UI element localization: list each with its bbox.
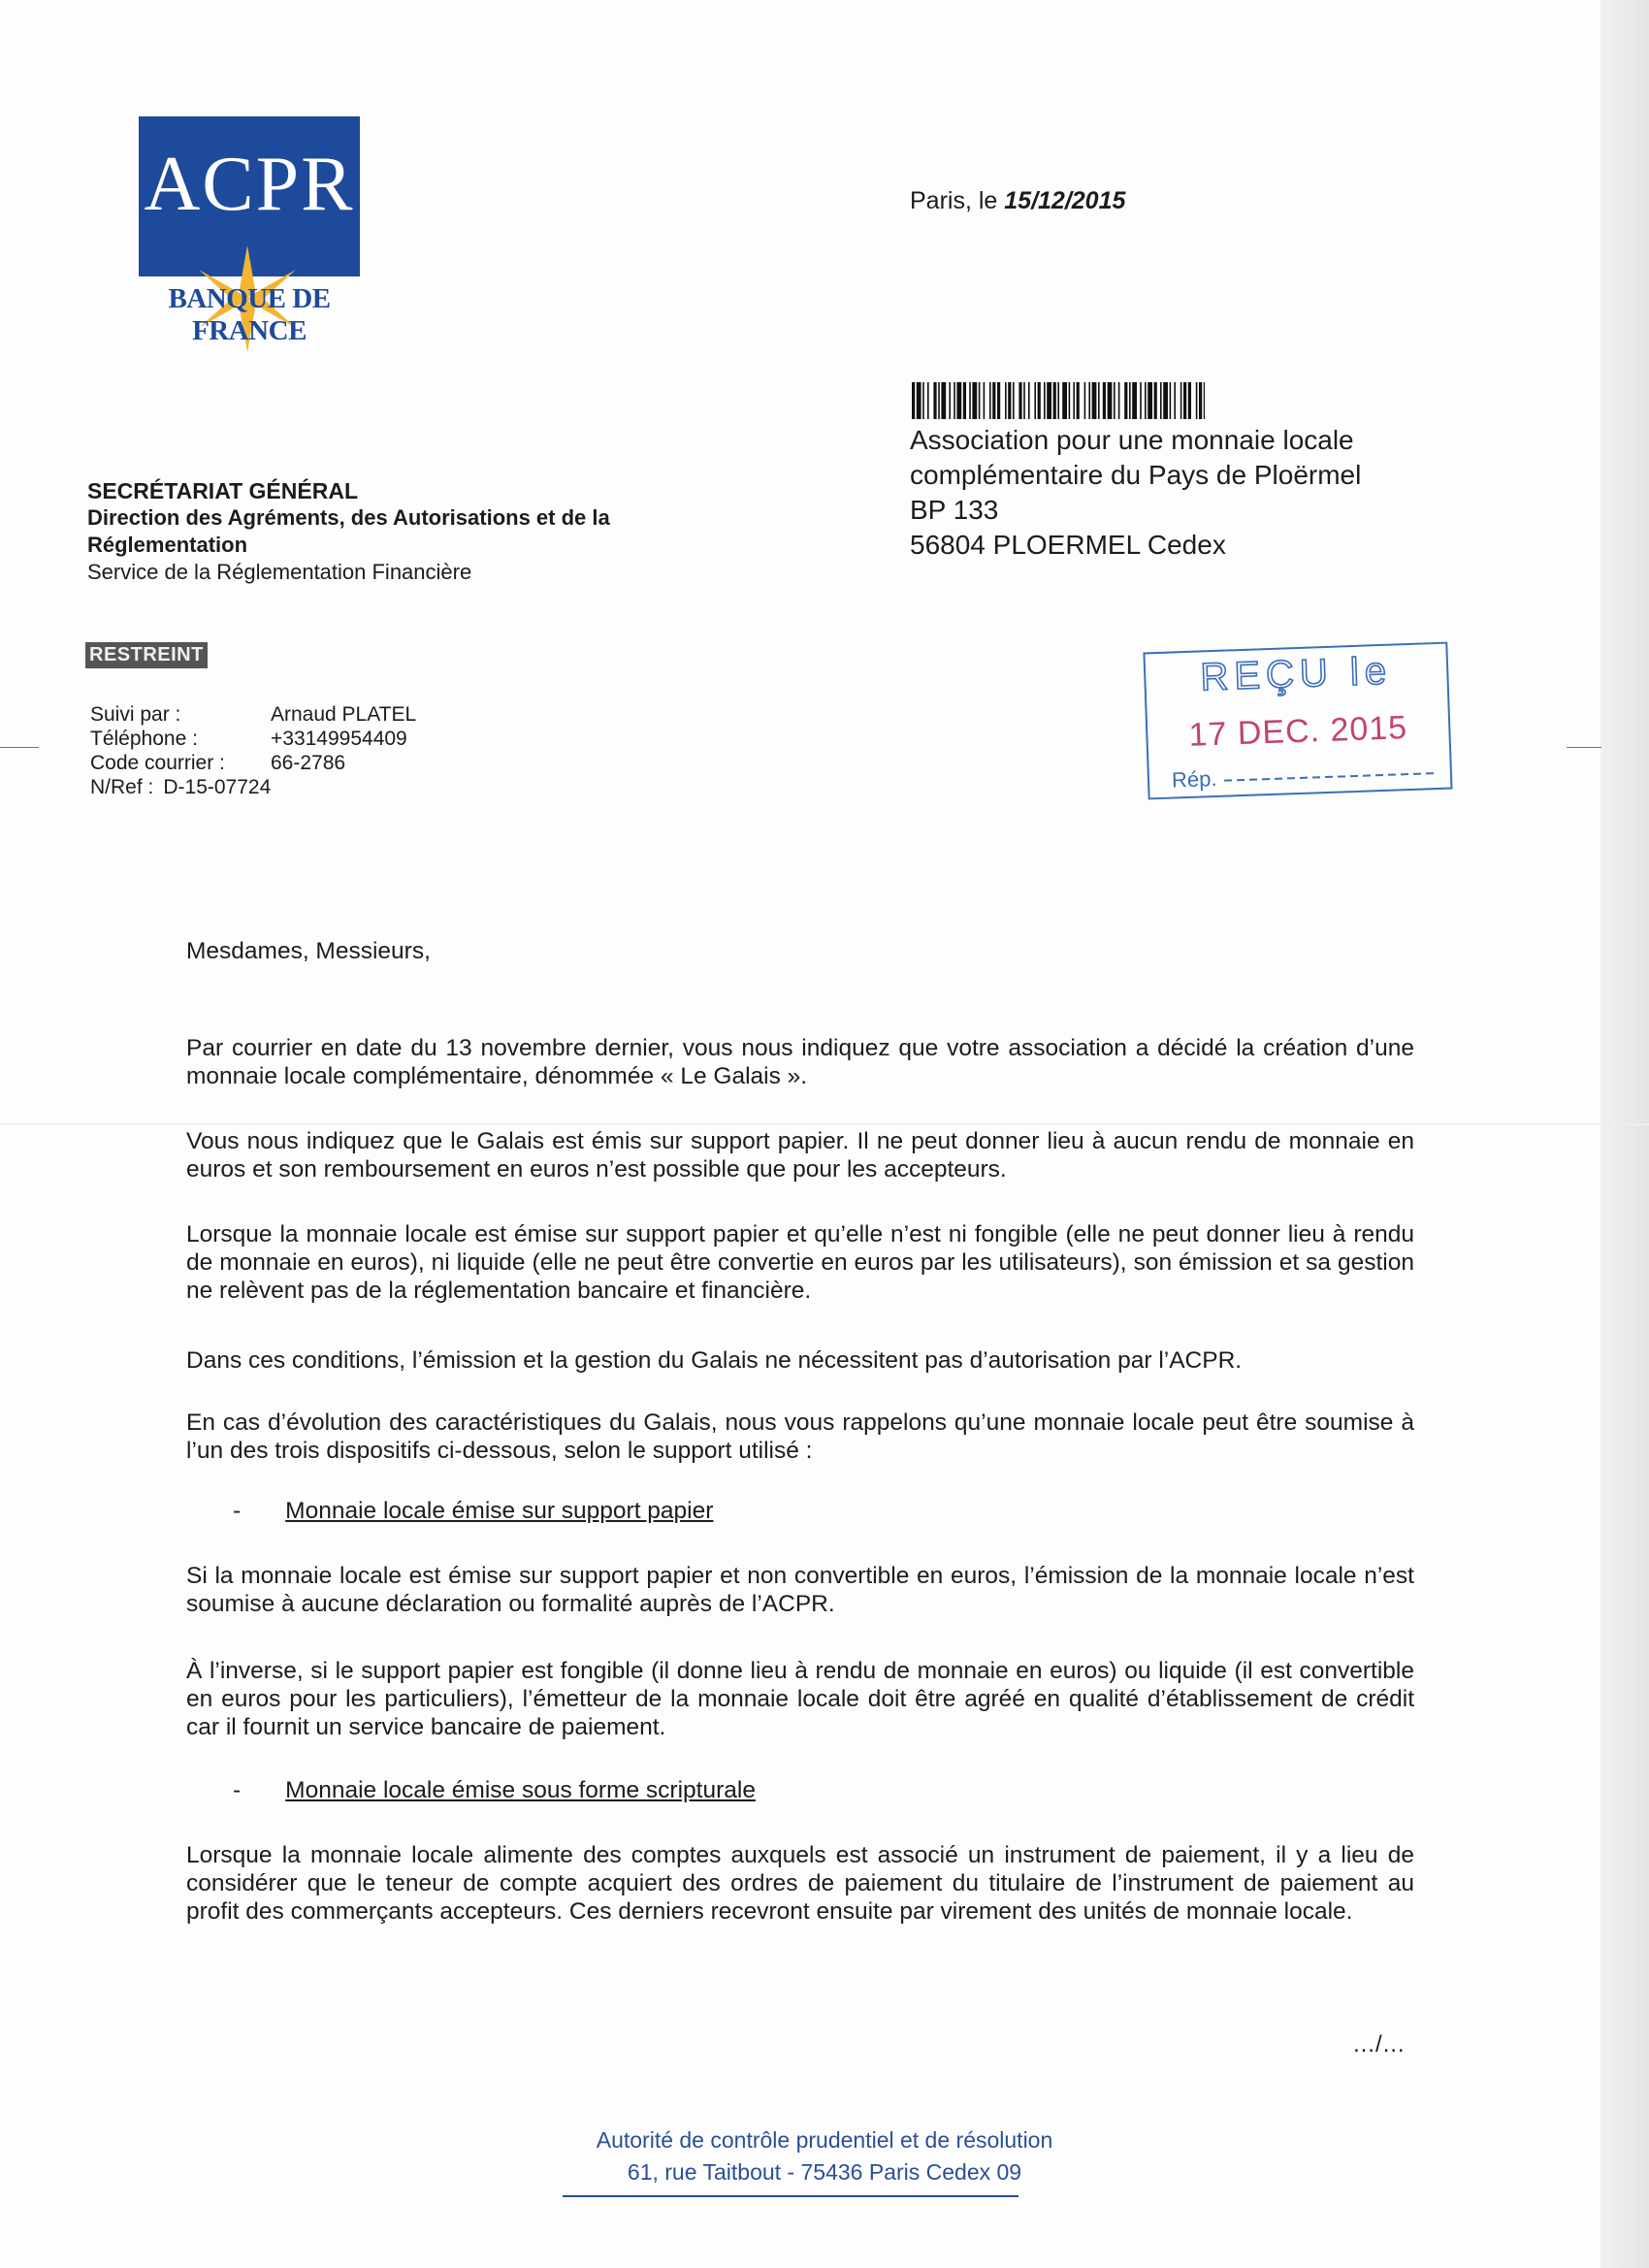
paragraph: Lorsque la monnaie locale alimente des comptes auxquels est associé un instrument de paiement, il y a lieu de considérer que le teneur de compte acquiert des ordres de paiement du titulaire de l’instrument de paiement au profit des commerçants accepteurs. Ces derniers recevront ensuite par virement des unités de monnaie locale. (186, 1842, 1414, 1925)
footer (0, 2124, 1649, 2188)
barcode-bar (1188, 382, 1191, 419)
barcode (912, 382, 1205, 419)
barcode-bar (1044, 382, 1046, 419)
direction-line: Direction des Agréments, des Autorisations et de la (87, 505, 610, 530)
direction-line: Réglementation (87, 533, 248, 557)
barcode-bar (922, 382, 924, 419)
footer-line: 61, rue Taitbout - 75436 Paris Cedex 09 (627, 2159, 1022, 2185)
paragraph: Si la monnaie locale est émise sur support papier et non convertible en euros, l’émission de la monnaie locale n’est soumise à aucune déclaration ou formalité auprès de l’ACPR. (186, 1563, 1414, 1617)
barcode-bar (972, 382, 977, 419)
barcode-bar (933, 382, 936, 419)
barcode-bar (1140, 382, 1142, 419)
barcode-bar (1196, 382, 1198, 419)
footer-line: Autorité de contrôle prudentiel et de résolution (596, 2127, 1053, 2153)
barcode-bar (938, 382, 940, 419)
stamp-rep: Rép. (1171, 765, 1217, 793)
paragraph: En cas d’évolution des caractéristiques du Galais, nous vous rappelons qu’une monnaie locale peut être soumise à l’un des trois dispositifs ci-dessous, selon le support utilisé : (186, 1409, 1414, 1464)
barcode-bar (917, 382, 922, 419)
barcode-bar (1118, 382, 1120, 419)
paper-fold (0, 1123, 1649, 1125)
bullet-dash: - (233, 1498, 242, 1524)
barcode-bar (1183, 382, 1186, 419)
paragraph: Lorsque la monnaie locale est émise sur support papier et qu’elle n’est ni fongible (elle ne peut donner lieu à rendu de monnaie en euros), ni liquide (elle ne peut être convertie en euros par les utilisateurs), son émission et sa gestion ne relèvent pas de la réglementation bancaire et financière. (186, 1221, 1414, 1304)
follow-up-value: D-15-07724 (163, 776, 272, 798)
paragraph: Par courrier en date du 13 novembre dernier, vous nous indiquez que votre association a décidé la création d’une monnaie locale complémentaire, dénommée « Le Galais ». (186, 1035, 1414, 1089)
follow-up-row (90, 702, 416, 727)
section-heading (233, 1777, 756, 1804)
barcode-bar (927, 382, 929, 419)
barcode-bar (1023, 382, 1025, 419)
scan-edge (1600, 0, 1649, 2268)
address-line: BP 133 (910, 495, 999, 525)
barcode-bar (1114, 382, 1116, 419)
section-heading-text: Monnaie locale émise sur support papier (285, 1498, 714, 1524)
section-heading (233, 1498, 713, 1525)
barcode-bar (954, 382, 955, 419)
follow-up-label: Code courrier : (90, 752, 225, 774)
barcode-bar (1073, 382, 1075, 419)
follow-up-row (90, 727, 416, 751)
classification-label: RESTREINT (85, 642, 208, 668)
barcode-bar (997, 382, 1000, 419)
secretariat: SECRÉTARIAT GÉNÉRAL (87, 478, 358, 503)
barcode-bar (1199, 382, 1202, 419)
follow-up-value: +33149954409 (271, 728, 407, 750)
barcode-bar (989, 382, 991, 419)
margin-tick (0, 747, 39, 748)
follow-up-label: Suivi par : (90, 703, 181, 726)
barcode-bar (1204, 382, 1205, 419)
logo-institution: BANQUE DE FRANCE (168, 283, 331, 346)
barcode-bar (1129, 382, 1131, 419)
barcode-bar (1018, 382, 1021, 419)
recipient-address (910, 423, 1361, 563)
received-stamp (1140, 625, 1456, 818)
margin-tick (1567, 747, 1601, 748)
continued-marker: …/… (1352, 2031, 1406, 2057)
barcode-bar (1180, 382, 1182, 419)
address-line: 56804 PLOERMEL Cedex (910, 530, 1226, 560)
barcode-bar (1034, 382, 1036, 419)
letter-date (910, 187, 1125, 215)
logo-acronym: ACPR (144, 142, 355, 227)
paragraph: Dans ces conditions, l’émission et la gestion du Galais ne nécessitent pas d’autorisation par l’ACPR. (186, 1347, 1243, 1374)
paragraph: À l’inverse, si le support papier est fongible (il donne lieu à rendu de monnaie en euros) ou liquide (il est convertible en euros pour les particuliers), l’émetteur de la monnaie locale doit être agréé en qualité d’établissement de crédit car il fournit un service bancaire de paiement. (186, 1658, 1414, 1740)
barcode-bar (1069, 382, 1071, 419)
paragraph: Vous nous indiquez que le Galais est émis sur support papier. Il ne peut donner lieu à aucun rendu de monnaie en euros et son remboursement en euros n’est possible que pour les accepteurs. (186, 1128, 1414, 1183)
follow-up-block (90, 702, 416, 799)
barcode-bar (963, 382, 966, 419)
stamp-date: 17 DEC. 2015 (1187, 709, 1408, 754)
follow-up-label: Téléphone : (90, 728, 198, 750)
address-line: Association pour une monnaie locale (910, 425, 1354, 455)
barcode-bar (1124, 382, 1127, 419)
barcode-bar (1154, 382, 1157, 419)
follow-up-value: 66-2786 (271, 752, 346, 774)
date-value: 15/12/2015 (1004, 187, 1126, 214)
bullet-dash: - (233, 1777, 242, 1803)
date-prefix: Paris, le (910, 187, 1005, 214)
follow-up-value: Arnaud PLATEL (271, 703, 417, 726)
barcode-bar (1088, 382, 1090, 419)
barcode-bar (956, 382, 961, 419)
barcode-bar (1170, 382, 1172, 419)
barcode-bar (1163, 382, 1168, 419)
address-line: complémentaire du Pays de Ploërmel (910, 460, 1362, 490)
section-heading-text: Monnaie locale émise sous forme scripturale (285, 1777, 756, 1803)
barcode-bar (1005, 382, 1007, 419)
barcode-bar (1028, 382, 1030, 419)
service: Service de la Réglementation Financière (87, 560, 472, 584)
barcode-bar (1053, 382, 1056, 419)
barcode-bar (912, 382, 915, 419)
barcode-bar (1062, 382, 1067, 419)
barcode-bar (1160, 382, 1162, 419)
barcode-bar (1092, 382, 1097, 419)
barcode-bar (1132, 382, 1137, 419)
follow-up-label: N/Ref : (90, 776, 154, 798)
stamp-title: REÇU le (1199, 649, 1393, 699)
barcode-bar (1013, 382, 1015, 419)
barcode-bar (1103, 382, 1106, 419)
barcode-bar (941, 382, 946, 419)
barcode-bar (1174, 382, 1176, 419)
barcode-bar (1148, 382, 1152, 419)
barcode-bar (969, 382, 971, 419)
barcode-bar (1047, 382, 1051, 419)
barcode-bar (1008, 382, 1011, 419)
barcode-bar (949, 382, 951, 419)
follow-up-row (90, 775, 416, 799)
barcode-bar (1077, 382, 1080, 419)
barcode-bar (979, 382, 981, 419)
salutation: Mesdames, Messieurs, (186, 938, 431, 964)
follow-up-row (90, 751, 416, 775)
barcode-bar (1098, 382, 1100, 419)
footer-rule (563, 2195, 1018, 2197)
barcode-bar (992, 382, 995, 419)
barcode-bar (1145, 382, 1147, 419)
barcode-bar (1084, 382, 1086, 419)
barcode-bar (984, 382, 986, 419)
sender-block (87, 477, 747, 586)
barcode-bar (1038, 382, 1041, 419)
barcode-bar (1057, 382, 1059, 419)
barcode-bar (1108, 382, 1113, 419)
